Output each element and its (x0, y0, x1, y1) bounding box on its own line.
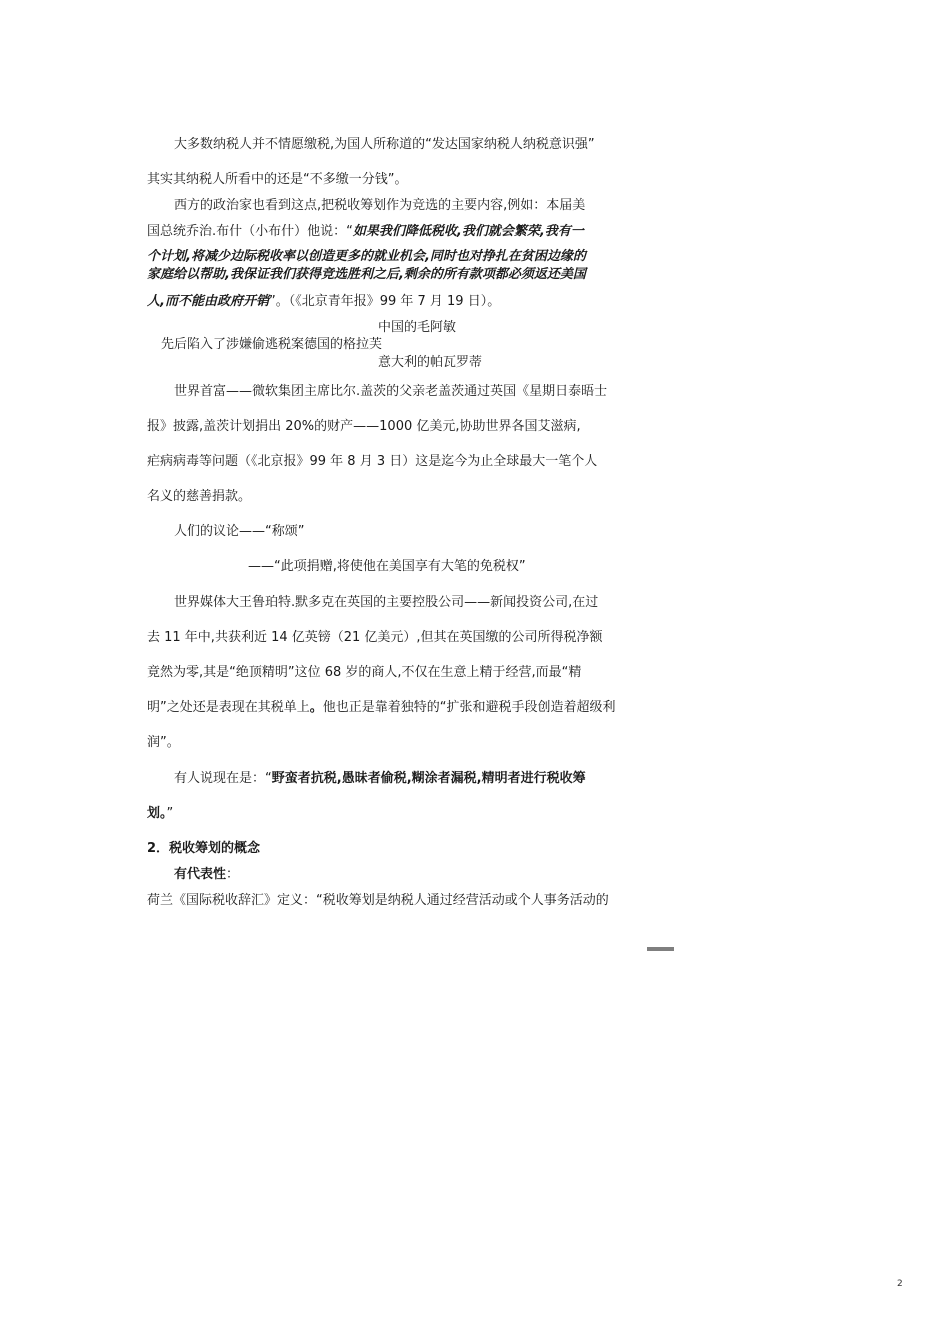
paragraph-5-line-4-period: 。 (309, 700, 323, 715)
paragraph-6-line-1 (174, 770, 586, 788)
section-subheading-colon: ： (226, 867, 240, 882)
paragraph-5-line-4-plain: 明”之处还是表现在其税单上 (147, 700, 310, 715)
paragraph-5-line-5: 润”。 (147, 735, 180, 750)
paragraph-2-line-2 (147, 223, 584, 241)
paragraph-6-line-2 (147, 805, 173, 823)
paragraph-3-line-2: 报》披露,盖茨计划捐出 20%的财产——1000 亿美元,协助世界各国艾滋病, (147, 419, 581, 434)
paragraph-5-line-4-rest: 他也正是靠着独特的“扩张和避税手段创造着超级利 (322, 700, 616, 715)
tax-saying-end: 划。 (147, 806, 167, 821)
section-subheading (174, 866, 239, 884)
paragraph-6-line-1-plain: 有人说现在是：“ (174, 771, 272, 786)
section-heading: 2．税收筹划的概念 (147, 841, 261, 856)
paragraph-2-line-2-plain: 国总统乔治.布什（小布什）他说：“ (147, 224, 353, 239)
paragraph-5-line-4 (147, 699, 616, 717)
case-germany: 先后陷入了涉嫌偷逃税案德国的格拉芙 (161, 337, 383, 352)
bush-quote-line-2: 个计划,将减少边际税收率以创造更多的就业机会,同时也对挣扎在贫困边缘的 (147, 249, 586, 264)
page-break-marker (647, 947, 674, 951)
case-italy: 意大利的帕瓦罗蒂 (378, 355, 483, 370)
page-number: 2 (897, 1279, 903, 1289)
paragraph-4-line-1: 人们的议论——“称颂” (174, 524, 305, 539)
paragraph-4-line-2: ——“此项捐赠,将使他在美国享有大笔的免税权” (248, 559, 526, 574)
case-china: 中国的毛阿敏 (378, 320, 457, 335)
definition-line: 荷兰《国际税收辞汇》定义：“税收筹划是纳税人通过经营活动或个人事务活动的 (147, 893, 609, 908)
tax-saying-start: 野蛮者抗税,愚昧者偷税,糊涂者漏税,精明者进行税收筹 (271, 771, 586, 786)
paragraph-5-line-3: 竟然为零,其是“绝顶精明”这位 68 岁的商人,不仅在生意上精于经营,而最“精 (147, 665, 582, 680)
paragraph-6-line-2-plain: ” (166, 806, 174, 821)
paragraph-3-line-4: 名义的慈善捐款。 (147, 489, 252, 504)
paragraph-2-line-5 (147, 293, 500, 311)
paragraph-5-line-2: 去 11 年中,共获利近 14 亿英镑（21 亿美元）,但其在英国缴的公司所得税净额 (147, 630, 603, 645)
paragraph-2-line-1: 西方的政治家也看到这点,把税收筹划作为竞选的主要内容,例如：本届美 (174, 198, 586, 213)
paragraph-3-line-3: 疟病病毒等问题（《北京报》99 年 8 月 3 日）这是迄今为止全球最大一笔个人 (147, 454, 598, 469)
paragraph-5-line-1: 世界媒体大王鲁珀特.默多克在英国的主要控股公司——新闻投资公司,在过 (174, 595, 599, 610)
paragraph-3-line-1: 世界首富——微软集团主席比尔.盖茨的父亲老盖茨通过英国《星期日泰晤士 (174, 384, 608, 399)
bush-quote-start: 如果我们降低税收,我们就会繁荣,我有一 (352, 224, 584, 239)
section-subheading-bold: 有代表性 (174, 867, 227, 882)
paragraph-1-line-2: 其实其纳税人所看中的还是“不多缴一分钱”。 (147, 172, 408, 187)
paragraph-1-line-1: 大多数纳税人并不情愿缴税,为国人所称道的“发达国家纳税人纳税意识强” (174, 137, 595, 152)
bush-quote-source: ”。（《北京青年报》99 年 7 月 19 日）。 (268, 294, 501, 309)
bush-quote-line-3: 家庭给以帮助,我保证我们获得竞选胜利之后,剩余的所有款项都必须返还美国 (147, 267, 586, 282)
bush-quote-end: 人,而不能由政府开销 (147, 294, 269, 309)
